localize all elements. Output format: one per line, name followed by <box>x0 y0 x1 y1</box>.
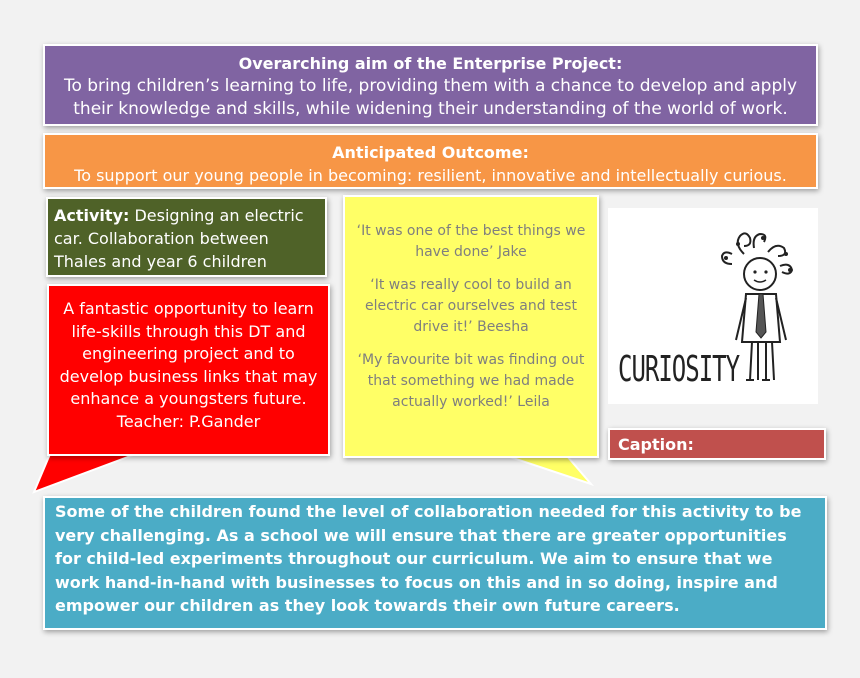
aim-heading: Overarching aim of the Enterprise Project: <box>238 54 623 73</box>
outcome-panel <box>43 133 818 189</box>
pupil-quote: ‘It was one of the best things we have done’ Jake <box>356 223 586 260</box>
reflection-panel <box>43 496 827 630</box>
caption-bar <box>608 428 826 460</box>
pupil-quotes-bubble <box>343 195 599 458</box>
caption-label: Caption: <box>618 435 694 454</box>
activity-label: Activity: <box>54 206 130 225</box>
teacher-attribution: Teacher: P.Gander <box>116 411 261 431</box>
teacher-bubble-tail <box>30 452 140 494</box>
pupil-quote: ‘It was really cool to build an electric car ourselves and test drive it!’ Beesha <box>365 277 577 335</box>
curiosity-word: CURIOSITY <box>618 348 740 390</box>
aim-panel <box>43 44 818 126</box>
teacher-quote-bubble <box>47 284 330 456</box>
aim-text: To bring children’s learning to life, providing them with a chance to develop and apply their knowledge and skills, while widening their understanding of the world of work. <box>63 76 798 119</box>
activity-panel <box>46 197 327 277</box>
pupil-quote: ‘My favourite bit was finding out that something we had made actually worked!’ Leila <box>357 352 585 410</box>
activity-text: Designing an electric car. Collaboration between Thales and year 6 children <box>54 206 304 271</box>
outcome-text: To support our young people in becoming: resilient, innovative and intellectually curious. <box>74 166 787 185</box>
reflection-text: Some of the children found the level of collaboration needed for this activity to be very challenging. As a school we will ensure that there are greater opportunities for child-led experiments throughout our curriculum. We aim to ensure that we work hand-in-hand with businesses to focus on this and in so doing, inspire and empower our children as they look towards their own future careers. <box>55 502 802 615</box>
teacher-quote-text: A fantastic opportunity to learn life-skills through this DT and engineering project and to develop business links that may enhance a youngsters future. <box>59 299 318 408</box>
curiosity-image <box>608 208 818 404</box>
outcome-heading: Anticipated Outcome: <box>332 143 529 162</box>
quotes-bubble-tail <box>505 454 595 488</box>
